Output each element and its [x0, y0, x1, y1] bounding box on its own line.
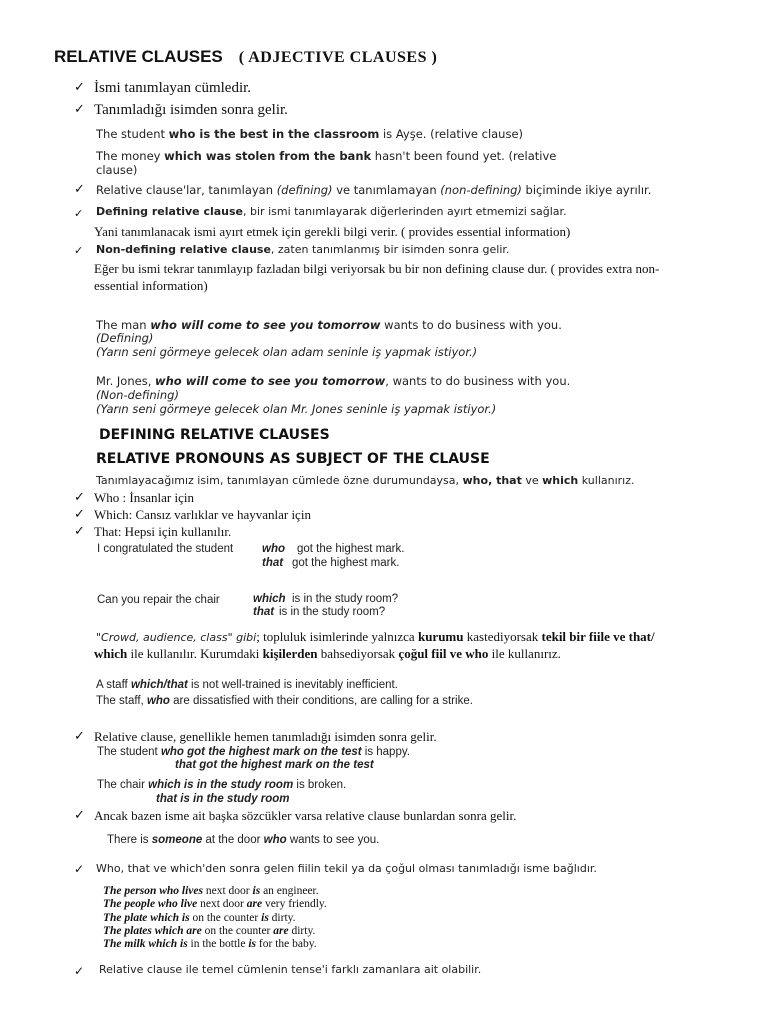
list-item: The people who live next door are very friendly.: [103, 898, 327, 911]
check-icon: ✓: [74, 808, 85, 823]
page-title: RELATIVE CLAUSES: [54, 47, 223, 66]
check-icon: ✓: [74, 490, 85, 505]
check-icon: ✓: [74, 507, 85, 522]
example-pronoun: who: [262, 543, 285, 555]
example-sentence: that got the highest mark on the test: [175, 759, 374, 771]
section-heading: DEFINING RELATIVE CLAUSES: [99, 427, 330, 443]
example-sentence: that is in the study room: [156, 793, 290, 805]
example-sentence: The student who got the highest mark on the test is happy.: [97, 746, 410, 758]
check-icon: ✓: [74, 102, 85, 117]
example-pronoun: which: [253, 593, 286, 605]
bullet-item: Relative clause, genellikle hemen tanımladığı isimden sonra gelir.: [94, 729, 437, 744]
example-sentence-cont: clause): [96, 163, 138, 177]
paragraph-line: "Crowd, audience, class" gibi; topluluk isimlerinde yalnızca kurumu kastediyorsak tekil bir fiile ve that/: [96, 629, 655, 644]
example-sentence: The student who is the best in the classroom is Ayşe. (relative clause): [96, 127, 524, 141]
bullet-item: İsmi tanımlayan cümledir.: [94, 80, 252, 96]
paragraph-line: which ile kullanılır. Kurumdaki kişilerden bahsediyorsak çoğul fiil ve who ile kullanırız.: [94, 646, 561, 661]
list-item: The plate which is on the counter is dirty.: [103, 911, 296, 924]
bullet-item: Who : İnsanlar için: [94, 490, 194, 505]
example-label: (Defining): [96, 331, 154, 345]
example-sentence: There is someone at the door who wants to see you.: [107, 834, 380, 846]
check-icon: ✓: [74, 862, 85, 876]
paragraph-line: Eğer bu ismi tekrar tanımlayıp fazladan bilgi veriyorsak bu bir non defining clause dur. ( provides extra non-: [94, 261, 660, 276]
bullet-item: Relative clause'lar, tanımlayan (defining) ve tanımlamayan (non-defining) biçiminde ikiye ayrılır.: [96, 183, 652, 197]
example-sentence: is in the study room?: [279, 606, 386, 618]
example-sentence: I congratulated the student: [97, 543, 234, 555]
paragraph-line: essential information): [94, 278, 208, 293]
bullet-item: Ancak bazen isme ait başka sözcükler varsa relative clause bunlardan sonra gelir.: [94, 808, 517, 823]
example-sentence: The staff, who are dissatisfied with their conditions, are calling for a strike.: [96, 695, 473, 707]
example-sentence: The money which was stolen from the bank hasn't been found yet. (relative: [96, 149, 557, 163]
example-pronoun: that: [262, 557, 284, 569]
example-list: [103, 885, 327, 951]
list-item: The plates which are on the counter are dirty.: [103, 924, 316, 937]
paragraph-line: Tanımlayacağımız isim, tanımlayan cümlede özne durumundaysa, who, that ve which kullanırız.: [96, 474, 635, 487]
check-icon: ✓: [74, 80, 85, 95]
example-sentence: got the highest mark.: [292, 557, 400, 569]
example-sentence: Can you repair the chair: [97, 594, 220, 606]
example-translation: (Yarın seni görmeye gelecek olan Mr. Jones seninle iş yapmak istiyor.): [96, 402, 497, 416]
bullet-item: That: Hepsi için kullanılır.: [94, 524, 232, 539]
bullet-item: Which: Cansız varlıklar ve hayvanlar için: [94, 507, 311, 522]
page-title-line: [54, 47, 437, 67]
bullet-item: Who, that ve which'den sonra gelen fiilin tekil ya da çoğul olması tanımladığı isme bağlıdır.: [96, 862, 597, 875]
page-subtitle: ( ADJECTIVE CLAUSES ): [238, 49, 438, 66]
example-sentence: is in the study room?: [292, 593, 399, 605]
check-icon: ✓: [74, 244, 84, 257]
bullet-item: Tanımladığı isimden sonra gelir.: [94, 102, 288, 118]
check-icon: ✓: [74, 729, 85, 744]
section-heading: RELATIVE PRONOUNS AS SUBJECT OF THE CLAUSE: [96, 451, 490, 467]
bullet-item: Non-defining relative clause, zaten tanımlanmış bir isimden sonra gelir.: [96, 243, 510, 256]
bullet-item: Defining relative clause, bir ismi tanımlayarak diğerlerinden ayırt etmemizi sağlar.: [96, 205, 567, 218]
list-item: The milk which is in the bottle is for the baby.: [103, 938, 317, 951]
example-sentence: The chair which is in the study room is broken.: [97, 779, 347, 791]
check-icon: ✓: [74, 524, 85, 539]
example-sentence: got the highest mark.: [297, 543, 405, 555]
check-icon: ✓: [74, 207, 84, 220]
list-item: The person who lives next door is an engineer.: [103, 885, 319, 897]
example-label: (Non-defining): [96, 388, 179, 402]
paragraph-line: Yani tanımlanacak ismi ayırt etmek için gerekli bilgi verir. ( provides essential information): [94, 224, 571, 239]
example-sentence: Mr. Jones, who will come to see you tomorrow, wants to do business with you.: [96, 374, 571, 388]
example-sentence: A staff which/that is not well-trained is inevitably inefficient.: [96, 679, 398, 691]
check-icon: ✓: [74, 182, 85, 197]
bullet-item: Relative clause ile temel cümlenin tense'i farklı zamanlara ait olabilir.: [99, 963, 482, 976]
example-translation: (Yarın seni görmeye gelecek olan adam seninle iş yapmak istiyor.): [96, 345, 478, 359]
check-icon: ✓: [74, 964, 85, 978]
example-pronoun: that: [253, 606, 275, 618]
example-sentence: The man who will come to see you tomorrow wants to do business with you.: [96, 318, 562, 332]
